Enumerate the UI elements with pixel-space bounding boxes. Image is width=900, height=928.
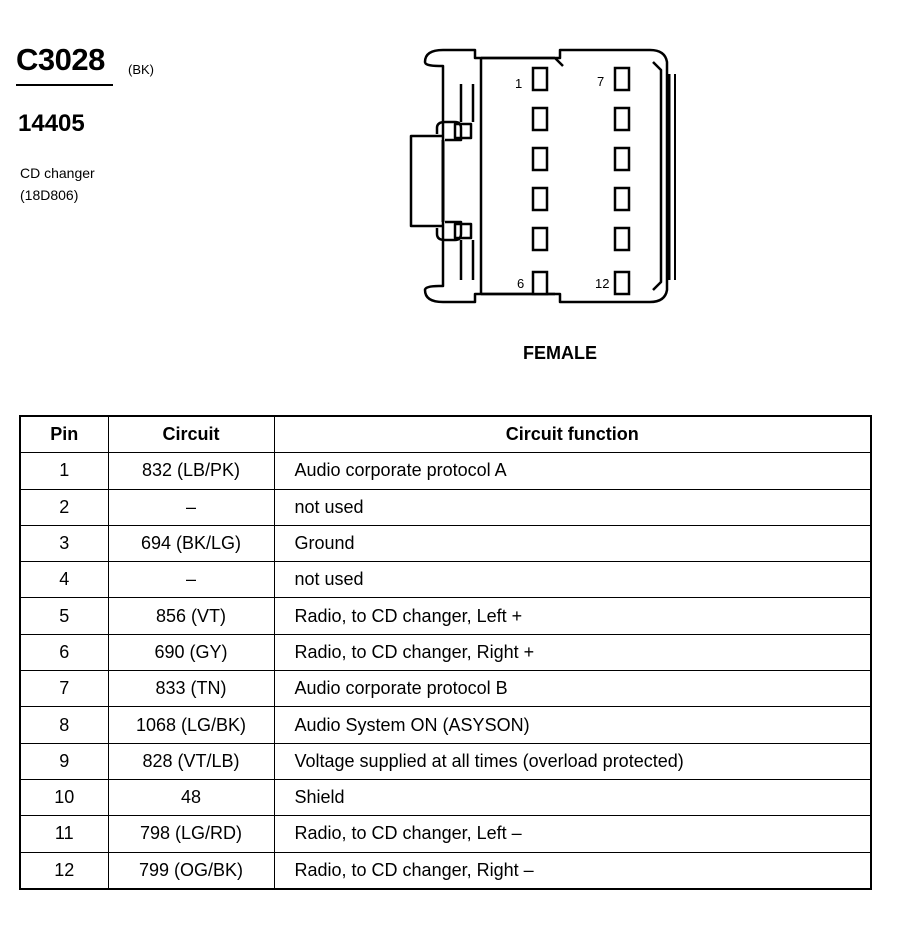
circuit-cell: 833 (TN) [108, 671, 274, 707]
circuit-cell: 828 (VT/LB) [108, 743, 274, 779]
header-circuit: Circuit [108, 416, 274, 453]
connector-id: C3028 [16, 42, 105, 77]
table-header-row [20, 416, 871, 453]
pin-cell: 12 [20, 852, 108, 889]
circuit-cell: 798 (LG/RD) [108, 816, 274, 852]
function-cell: Radio, to CD changer, Right + [274, 634, 871, 670]
pin-label-6: 6 [517, 276, 525, 291]
function-cell: Audio System ON (ASYSON) [274, 707, 871, 743]
table-row [20, 707, 871, 743]
pin-cell: 5 [20, 598, 108, 634]
circuit-cell: 694 (BK/LG) [108, 525, 274, 561]
function-cell: Radio, to CD changer, Left + [274, 598, 871, 634]
pinout-table [19, 415, 872, 890]
component-description [20, 162, 95, 206]
function-cell: Ground [274, 525, 871, 561]
pin-cell: 6 [20, 634, 108, 670]
connector-face-diagram [395, 40, 695, 325]
table-row [20, 743, 871, 779]
table-row [20, 453, 871, 489]
function-cell: Voltage supplied at all times (overload protected) [274, 743, 871, 779]
right-latch [653, 62, 661, 290]
pin-label-1: 1 [515, 76, 523, 91]
pin-label-12: 12 [595, 276, 610, 291]
table-row [20, 779, 871, 815]
pin-cell: 9 [20, 743, 108, 779]
table-row [20, 634, 871, 670]
function-cell: Audio corporate protocol A [274, 453, 871, 489]
table-row [20, 852, 871, 889]
pin-cavities-left [533, 68, 547, 294]
circuit-cell: 48 [108, 779, 274, 815]
connector-cavity [481, 58, 563, 294]
left-locking-tab [411, 136, 443, 226]
function-cell: Radio, to CD changer, Right – [274, 852, 871, 889]
connector-color: (BK) [128, 62, 154, 77]
pin-cell: 2 [20, 489, 108, 525]
connector-gender: FEMALE [523, 343, 597, 363]
function-cell: not used [274, 562, 871, 598]
circuit-cell: – [108, 562, 274, 598]
table-row [20, 562, 871, 598]
pin-cell: 8 [20, 707, 108, 743]
table-row [20, 598, 871, 634]
pin-cell: 3 [20, 525, 108, 561]
function-cell: Shield [274, 779, 871, 815]
circuit-cell: – [108, 489, 274, 525]
function-cell: Audio corporate protocol B [274, 671, 871, 707]
pin-cell: 10 [20, 779, 108, 815]
circuit-cell: 832 (LB/PK) [108, 453, 274, 489]
header-pin: Pin [20, 416, 108, 453]
circuit-cell: 856 (VT) [108, 598, 274, 634]
table-row [20, 671, 871, 707]
connector-id-underline [16, 84, 113, 86]
component-name: CD changer [20, 165, 95, 181]
circuit-cell: 690 (GY) [108, 634, 274, 670]
component-code: (18D806) [20, 187, 79, 203]
table-row [20, 816, 871, 852]
circuit-cell: 799 (OG/BK) [108, 852, 274, 889]
pin-cell: 1 [20, 453, 108, 489]
pin-cell: 11 [20, 816, 108, 852]
table-row [20, 489, 871, 525]
pin-cavities-right [615, 68, 629, 294]
table-row [20, 525, 871, 561]
function-cell: Radio, to CD changer, Left – [274, 816, 871, 852]
pin-cell: 7 [20, 671, 108, 707]
pin-cell: 4 [20, 562, 108, 598]
header-circuit-function: Circuit function [274, 416, 871, 453]
part-number: 14405 [18, 110, 85, 137]
function-cell: not used [274, 489, 871, 525]
circuit-cell: 1068 (LG/BK) [108, 707, 274, 743]
pin-label-7: 7 [597, 74, 605, 89]
